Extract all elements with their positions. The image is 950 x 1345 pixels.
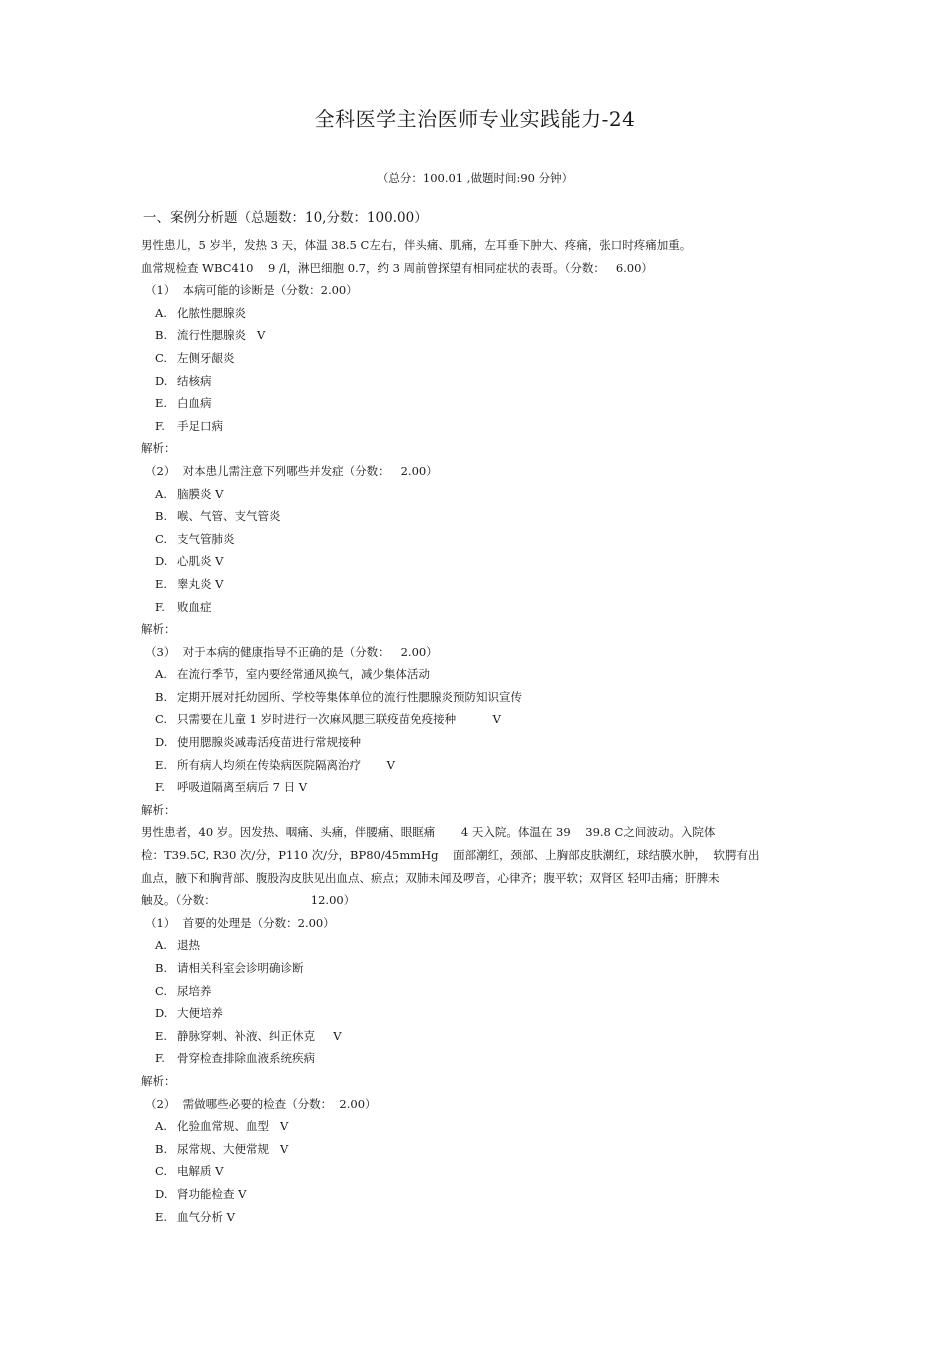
answer-option bbox=[141, 483, 821, 506]
option-text: 手足口病 bbox=[177, 418, 223, 433]
option-letter: A. bbox=[155, 1119, 167, 1134]
case-text-line: 血常规检查 WBC410 9 /l，淋巴细胞 0.7，约 3 周前曾探望有相同症状的表哥。（分数： 6.00） bbox=[141, 260, 653, 275]
option-text: 白血病 bbox=[177, 396, 212, 411]
answer-option bbox=[141, 686, 821, 709]
answer-option bbox=[141, 980, 821, 1003]
analysis-label: 解析： bbox=[141, 622, 176, 637]
option-text: 呼吸道隔离至病后 7 日 V bbox=[177, 780, 308, 795]
document-subtitle: （总分：100.01 ,做题时间:90 分钟） bbox=[376, 171, 574, 185]
option-text: 支气管肺炎 bbox=[177, 531, 235, 546]
option-text: 肾功能检查 V bbox=[177, 1186, 247, 1201]
answer-option bbox=[141, 324, 821, 347]
option-text: 请相关科室会诊明确诊断 bbox=[177, 961, 304, 975]
option-letter: F. bbox=[155, 1051, 165, 1066]
option-letter: B. bbox=[155, 328, 168, 343]
analysis-label: 解析： bbox=[141, 802, 176, 817]
option-text: 化验血常规、血型 V bbox=[177, 1119, 289, 1134]
option-text: 化脓性腮腺炎 bbox=[177, 305, 246, 320]
option-text: 静脉穿刺、补液、纠正休克 V bbox=[177, 1028, 342, 1043]
option-letter: C. bbox=[155, 1164, 168, 1179]
option-letter: E. bbox=[155, 1028, 168, 1043]
answer-option bbox=[141, 1002, 821, 1025]
option-letter: D. bbox=[155, 1006, 168, 1021]
option-text: 喉、气管、支气管炎 bbox=[177, 509, 281, 524]
option-text: 败血症 bbox=[177, 599, 212, 614]
option-text: 脑膜炎 V bbox=[177, 486, 224, 501]
option-text: 在流行季节，室内要经常通风换气，减少集体活动 bbox=[177, 667, 430, 682]
option-letter: B. bbox=[155, 689, 168, 704]
document-body bbox=[141, 234, 821, 1228]
option-text: 左侧牙龈炎 bbox=[177, 350, 235, 365]
answer-option bbox=[141, 1138, 821, 1161]
answer-option bbox=[141, 573, 821, 596]
answer-option bbox=[141, 776, 821, 799]
option-letter: C. bbox=[155, 983, 168, 998]
option-letter: F. bbox=[155, 418, 165, 433]
option-letter: A. bbox=[155, 938, 167, 953]
option-letter: E. bbox=[155, 1209, 168, 1224]
answer-option bbox=[141, 1160, 821, 1183]
case-text-line: 男性患者，40 岁。因发热、咽痛、头痛，伴腰痛、眼眶痛 4 天入院。体温在 39 39.8 C之间波动。入院体 bbox=[141, 825, 716, 840]
option-text: 流行性腮腺炎 V bbox=[177, 328, 266, 343]
answer-option bbox=[141, 370, 821, 393]
option-text: 心肌炎 V bbox=[177, 554, 224, 569]
option-text: 骨穿检查排除血液系统疾病 bbox=[177, 1051, 315, 1066]
option-text: 定期开展对托幼园所、学校等集体单位的流行性腮腺炎预防知识宣传 bbox=[177, 689, 522, 704]
option-letter: D. bbox=[155, 735, 168, 750]
answer-option bbox=[141, 708, 821, 731]
option-letter: B. bbox=[155, 1141, 168, 1156]
option-letter: E. bbox=[155, 757, 168, 772]
answer-option bbox=[141, 596, 821, 619]
answer-option bbox=[141, 1047, 821, 1070]
option-letter: D. bbox=[155, 1186, 168, 1201]
option-text: 尿培养 bbox=[177, 983, 212, 998]
document-title: 全科医学主治医师专业实践能力-24 bbox=[314, 107, 636, 131]
option-letter: E. bbox=[155, 396, 168, 411]
answer-option bbox=[141, 550, 821, 573]
option-text: 只需要在儿童 1 岁时进行一次麻风腮三联疫苗免疫接种 V bbox=[177, 712, 501, 727]
case-text-line: 检：T39.5C, R30 次/分，P110 次/分，BP80/45mmHg 面部潮红，颈部、上胸部皮肤潮红，球结膜水肿， 软腭有出 bbox=[141, 848, 760, 863]
question-stem: （2） 对本患儿需注意下列哪些并发症（分数： 2.00） bbox=[145, 463, 438, 478]
option-text: 退热 bbox=[177, 938, 200, 953]
answer-option bbox=[141, 392, 821, 415]
option-letter: B. bbox=[155, 509, 168, 524]
option-text: 血气分析 V bbox=[177, 1209, 235, 1224]
option-text: 尿常规、大便常规 V bbox=[177, 1141, 289, 1156]
option-letter: D. bbox=[155, 373, 168, 388]
answer-option bbox=[141, 1115, 821, 1138]
option-text: 所有病人均须在传染病医院隔离治疗 V bbox=[177, 757, 395, 772]
section-header: 一、案例分析题（总题数：10,分数：100.00） bbox=[143, 210, 428, 226]
question-stem: （2） 需做哪些必要的检查（分数： 2.00） bbox=[145, 1096, 377, 1111]
answer-option bbox=[141, 302, 821, 325]
option-text: 电解质 V bbox=[177, 1164, 224, 1179]
answer-option bbox=[141, 663, 821, 686]
answer-option bbox=[141, 957, 821, 980]
answer-option bbox=[141, 347, 821, 370]
case-text-line: 触及。（分数： 12.00） bbox=[141, 893, 356, 908]
option-text: 结核病 bbox=[177, 373, 212, 388]
analysis-label: 解析： bbox=[141, 441, 176, 456]
option-letter: B. bbox=[155, 961, 168, 975]
case-text-line: 血点，腋下和胸背部、腹股沟皮肤见出血点、瘀点；双肺未闻及啰音，心律齐；腹平软；双肾区 轻叩击痛；肝脾未 bbox=[141, 870, 720, 885]
analysis-label: 解析： bbox=[141, 1073, 176, 1088]
option-text: 使用腮腺炎减毒活疫苗进行常规接种 bbox=[177, 735, 361, 750]
option-letter: F. bbox=[155, 599, 165, 614]
option-text: 大便培养 bbox=[177, 1006, 223, 1021]
option-letter: C. bbox=[155, 531, 168, 546]
answer-option bbox=[141, 415, 821, 438]
option-letter: D. bbox=[155, 554, 168, 569]
option-text: 睾丸炎 V bbox=[177, 576, 224, 591]
option-letter: A. bbox=[155, 486, 167, 501]
option-letter: C. bbox=[155, 712, 168, 727]
option-letter: A. bbox=[155, 305, 167, 320]
option-letter: A. bbox=[155, 667, 167, 682]
answer-option bbox=[141, 1025, 821, 1048]
answer-option bbox=[141, 1183, 821, 1206]
answer-option bbox=[141, 934, 821, 957]
answer-option bbox=[141, 731, 821, 754]
answer-option bbox=[141, 528, 821, 551]
option-letter: F. bbox=[155, 780, 165, 795]
option-letter: E. bbox=[155, 576, 168, 591]
question-stem: （1） 首要的处理是（分数：2.00） bbox=[145, 915, 335, 930]
answer-option bbox=[141, 505, 821, 528]
option-letter: C. bbox=[155, 350, 168, 365]
answer-option bbox=[141, 754, 821, 777]
question-stem: （3） 对于本病的健康指导不正确的是（分数： 2.00） bbox=[145, 644, 438, 659]
question-stem: （1） 本病可能的诊断是（分数：2.00） bbox=[145, 283, 358, 298]
answer-option bbox=[141, 1206, 821, 1229]
case-text-line: 男性患儿，5 岁半，发热 3 天，体温 38.5 C左右，伴头痛、肌痛，左耳垂下肿大、疼痛，张口时疼痛加重。 bbox=[141, 238, 692, 252]
